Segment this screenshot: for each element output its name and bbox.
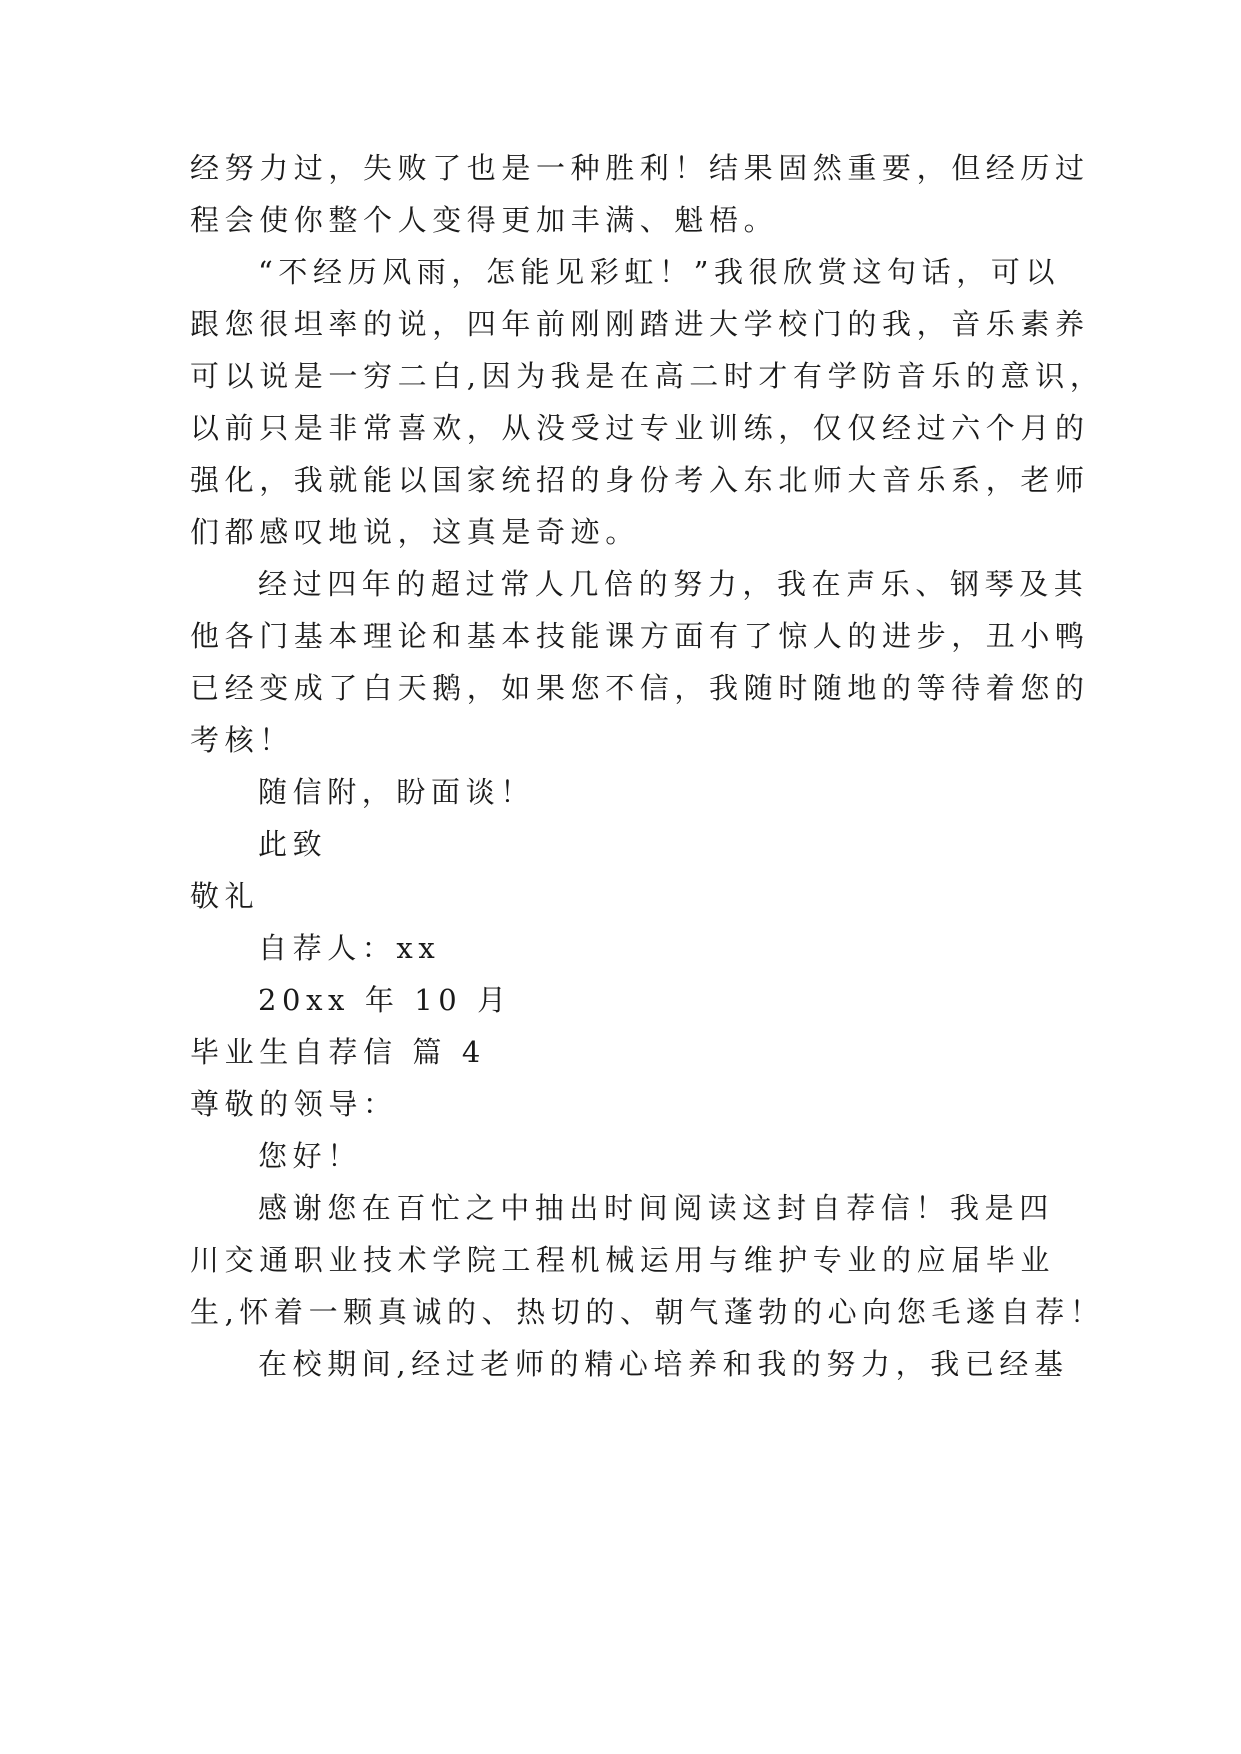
text-line: 敬礼: [190, 879, 260, 913]
text-line: 20xx 年 10 月: [258, 983, 512, 1017]
text-line: 经过四年的超过常人几倍的努力，我在声乐、钢琴及其: [258, 567, 1089, 601]
text-line: 程会使你整个人变得更加丰满、魁梧。: [190, 203, 779, 237]
text-line: 您好！: [258, 1139, 362, 1173]
text-line: “不经历风雨，怎能见彩虹！”我很欣赏这句话，可以: [258, 255, 1061, 289]
text-line: 生,怀着一颗真诚的、热切的、朝气蓬勃的心向您毛遂自荐！: [190, 1295, 1105, 1329]
text-line: 尊敬的领导：: [190, 1087, 398, 1121]
text-line: 跟您很坦率的说，四年前刚刚踏进大学校门的我，音乐素养: [190, 307, 1090, 341]
text-line: 在校期间,经过老师的精心培养和我的努力，我已经基: [258, 1347, 1069, 1381]
text-line: 已经变成了白天鹅，如果您不信，我随时随地的等待着您的: [190, 671, 1090, 705]
text-line: 此致: [258, 827, 328, 861]
text-line: 以前只是非常喜欢，从没受过专业训练，仅仅经过六个月的: [190, 411, 1090, 445]
text-line: 经努力过，失败了也是一种胜利！结果固然重要，但经历过: [190, 151, 1090, 185]
text-line: 考核！: [190, 723, 294, 757]
text-line: 强化，我就能以国家统招的身份考入东北师大音乐系，老师: [190, 463, 1090, 497]
text-line: 可以说是一穷二白,因为我是在高二时才有学防音乐的意识，: [190, 359, 1105, 393]
text-line: 感谢您在百忙之中抽出时间阅读这封自荐信！我是四: [258, 1191, 1054, 1225]
text-line: 随信附，盼面谈！: [258, 775, 535, 809]
text-line: 们都感叹地说，这真是奇迹。: [190, 515, 640, 549]
text-line: 自荐人：xx: [258, 931, 441, 965]
text-line: 川交通职业技术学院工程机械运用与维护专业的应届毕业: [190, 1243, 1056, 1277]
section-heading: 毕业生自荐信 篇 4: [190, 1035, 486, 1069]
text-line: 他各门基本理论和基本技能课方面有了惊人的进步，丑小鸭: [190, 619, 1090, 653]
